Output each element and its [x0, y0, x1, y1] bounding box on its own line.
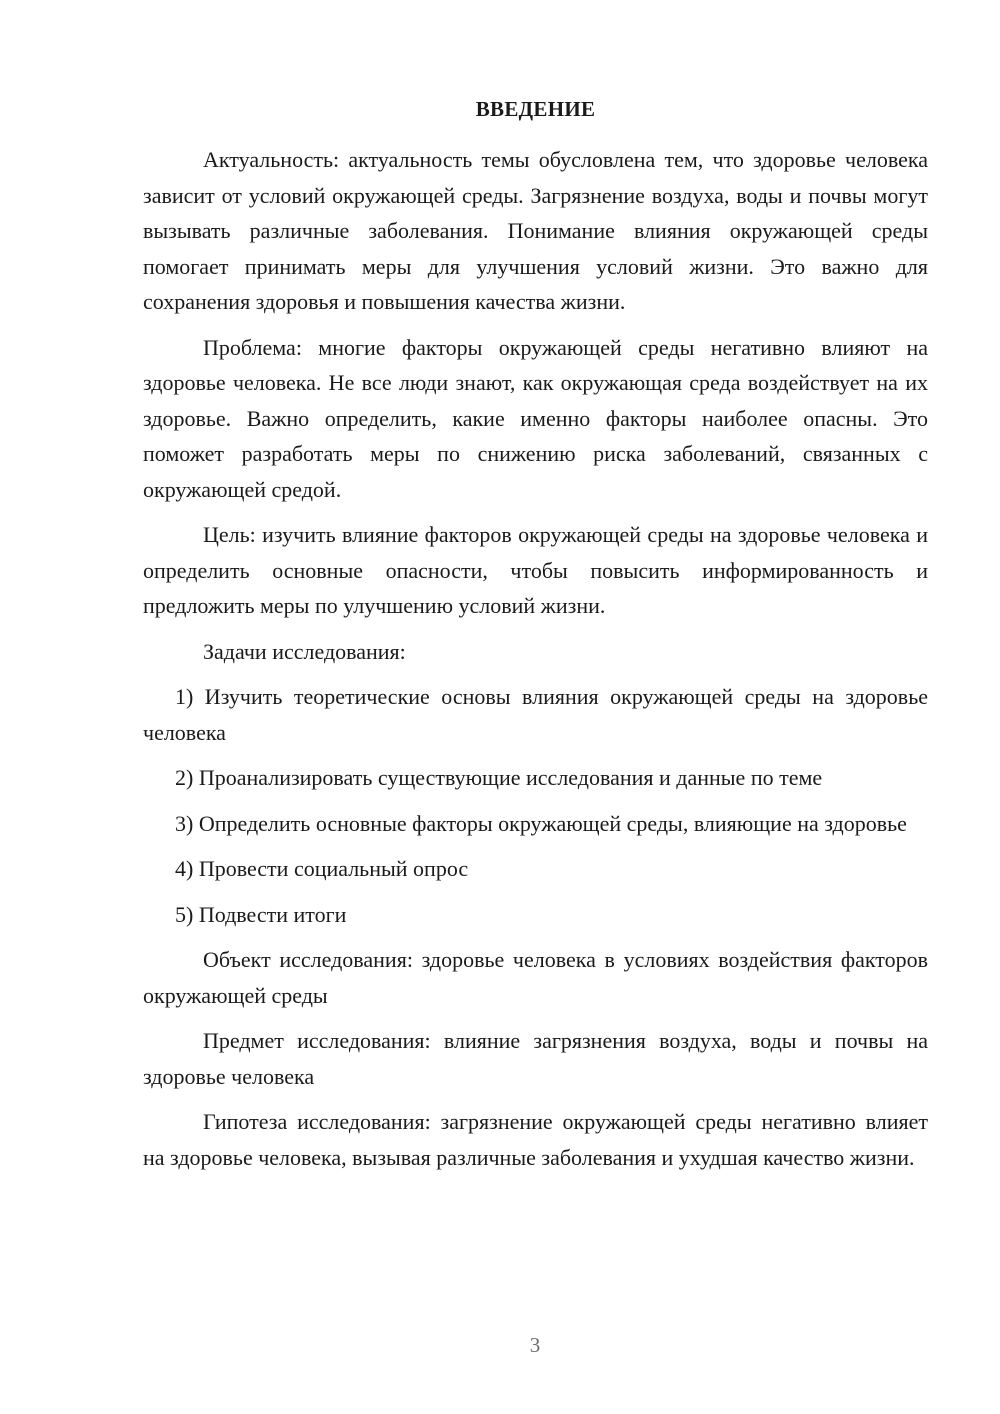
task-item-2: 2) Проанализировать существующие исследования и данные по теме	[175, 765, 823, 790]
hypothesis-paragraph: Гипотеза исследования: загрязнение окружающей среды негативно влияет на здоровье человека, вызывая различные заболевания и ухудшая качество жизни.	[143, 1109, 928, 1170]
subject-paragraph: Предмет исследования: влияние загрязнения воздуха, воды и почвы на здоровье человека	[143, 1028, 928, 1089]
task-item-1: 1) Изучить теоретические основы влияния окружающей среды на здоровье человека	[143, 684, 928, 745]
problem-paragraph: Проблема: многие факторы окружающей среды негативно влияют на здоровье человека. Не все люди знают, как окружающая среда воздействует на их здоровье. Важно определить, какие именно факторы наиболее опасны. Это поможет разработать меры по снижению риска заболеваний, связанных с окружающей средой.	[143, 334, 928, 502]
task-item-5: 5) Подвести итоги	[175, 901, 347, 927]
section-title: ВВЕДЕНИЕ	[475, 97, 596, 121]
task-item-4: 4) Провести социальный опрос	[175, 856, 469, 881]
relevance-paragraph: Актуальность: актуальность темы обусловлена тем, что здоровье человека зависит от условий окружающей среды. Загрязнение воздуха, воды и почвы могут вызывать различные заболевания. Понимание влияния окружающей среды помогает принимать меры для улучшения условий жизни. Это важно для сохранения здоровья и повышения качества жизни.	[143, 147, 928, 314]
page-number: 3	[529, 1333, 541, 1357]
page-content	[143, 94, 928, 1175]
tasks-heading: Задачи исследования:	[203, 638, 406, 664]
goal-paragraph: Цель: изучить влияние факторов окружающей среды на здоровье человека и определить основные опасности, чтобы повысить информированность и предложить меры по улучшению условий жизни.	[143, 522, 928, 618]
task-item-3: 3) Определить основные факторы окружающей среды, влияющие на здоровье	[175, 810, 907, 836]
object-paragraph: Объект исследования: здоровье человека в условиях воздействия факторов окружающей среды	[143, 947, 928, 1008]
